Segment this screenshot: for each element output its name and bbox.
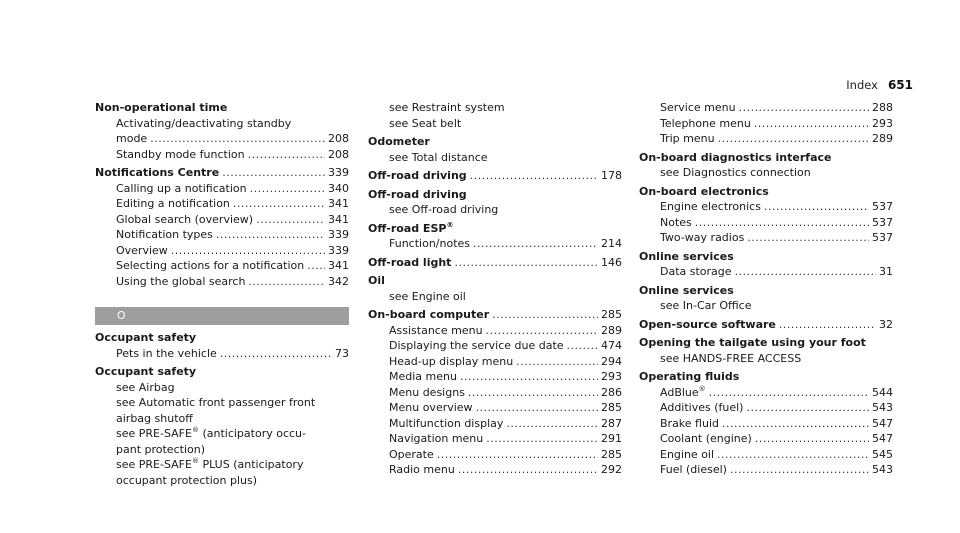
cross-reference[interactable]: see Restraint system: [389, 101, 505, 114]
subentry-text: see PRE-SAFE: [116, 427, 192, 440]
page-ref[interactable]: 341: [328, 212, 349, 226]
index-subentry[interactable]: [95, 147, 349, 163]
index-entry: [95, 330, 349, 361]
page-ref[interactable]: 537: [872, 215, 893, 229]
index-entry: [368, 273, 622, 304]
leader-dots: [458, 462, 598, 478]
page-ref[interactable]: 294: [601, 354, 622, 368]
page-ref[interactable]: 292: [601, 463, 622, 476]
header-page-number: 651: [887, 78, 913, 92]
subentry-text: Global search (overview): [116, 212, 254, 226]
leader-dots: [222, 165, 325, 181]
cross-reference-continued: occupant protection plus): [116, 473, 258, 487]
index-subentry[interactable]: [368, 369, 622, 385]
index-entry: [639, 184, 893, 246]
subentry-text: Two-way radios: [660, 231, 745, 244]
subentry-text: Data storage: [660, 265, 732, 278]
leader-dots: [473, 236, 598, 252]
term-text: Notifications Centre: [95, 166, 220, 179]
index-subentry[interactable]: [368, 323, 622, 339]
index-subentry[interactable]: [368, 462, 622, 478]
term-text: Off-road driving: [368, 169, 467, 182]
term-text: Off-road light: [368, 255, 452, 269]
cross-reference[interactable]: see Seat belt: [389, 116, 462, 130]
index-term: Off-road driving: [368, 187, 467, 201]
subentry-text: Fuel (diesel): [660, 463, 727, 476]
leader-dots: [722, 416, 869, 432]
index-subentry[interactable]: [639, 264, 893, 280]
index-subentry[interactable]: [95, 196, 349, 212]
index-term: Non-operational time: [95, 101, 228, 114]
index-term[interactable]: [368, 168, 622, 184]
page-ref[interactable]: 289: [872, 132, 893, 145]
index-entry: [95, 165, 349, 289]
leader-dots: [437, 447, 598, 463]
index-entry: [95, 100, 349, 162]
index-term: Operating fluids: [639, 370, 740, 383]
registered-mark: ®: [698, 384, 706, 393]
index-subentry[interactable]: [95, 227, 349, 243]
index-subentry[interactable]: [368, 431, 622, 447]
page-ref[interactable]: 214: [601, 237, 622, 250]
page-ref[interactable]: 178: [601, 169, 622, 182]
index-subentry[interactable]: [639, 462, 893, 478]
index-subentry[interactable]: [639, 416, 893, 432]
leader-dots: [307, 258, 325, 274]
index-column-3: [639, 100, 893, 481]
leader-dots: [470, 168, 598, 184]
page-ref[interactable]: 543: [872, 463, 893, 476]
leader-dots: [746, 400, 869, 416]
leader-dots: [695, 215, 869, 231]
index-subentry[interactable]: [95, 181, 349, 197]
leader-dots: [739, 100, 869, 116]
leader-dots: [248, 274, 325, 290]
subentry-text: Radio menu: [389, 463, 455, 476]
page-ref[interactable]: 288: [872, 101, 893, 114]
subentry-text: AdBlue: [660, 385, 699, 399]
leader-dots: [506, 416, 598, 432]
leader-dots: [717, 447, 869, 463]
subentry-text: Multifunction display: [389, 416, 504, 430]
leader-dots: [250, 181, 325, 197]
leader-dots: [476, 400, 598, 416]
leader-dots: [150, 131, 325, 147]
cross-reference-continued: pant protection): [116, 442, 205, 456]
page-ref[interactable]: 32: [879, 317, 893, 331]
index-subentry[interactable]: [639, 447, 893, 463]
page-ref[interactable]: 293: [601, 370, 622, 383]
index-entry-continued: [639, 100, 893, 147]
page-ref[interactable]: 73: [335, 346, 349, 360]
leader-dots: [730, 462, 869, 478]
index-term: Opening the tailgate using your foot: [639, 336, 866, 349]
subentry-text: Using the global search: [116, 274, 246, 288]
cross-reference[interactable]: see Total distance: [389, 150, 488, 164]
index-entry: [368, 168, 622, 184]
page-ref[interactable]: 208: [328, 147, 349, 161]
index-subentry[interactable]: [639, 385, 893, 401]
index-subentry[interactable]: [639, 431, 893, 447]
page-ref[interactable]: 285: [601, 401, 622, 414]
index-entry: [368, 221, 622, 252]
page-ref[interactable]: 208: [328, 132, 349, 145]
cross-reference-continued: airbag shutoff: [116, 411, 193, 425]
page-ref[interactable]: 341: [328, 259, 349, 272]
index-term[interactable]: [95, 165, 349, 181]
subentry-text: Operate: [389, 447, 434, 461]
page-ref[interactable]: 285: [601, 447, 622, 461]
subentry-text: Engine oil: [660, 447, 715, 461]
subentry-text: Trip menu: [660, 132, 715, 145]
index-subentry[interactable]: [95, 346, 349, 362]
index-column-1: [95, 100, 349, 491]
page-ref[interactable]: 287: [601, 416, 622, 430]
index-subentry[interactable]: [95, 212, 349, 228]
subentry-text: Menu designs: [389, 385, 465, 399]
page-ref[interactable]: 339: [328, 166, 349, 179]
subentry-text: (anticipatory occu-: [198, 427, 306, 440]
page-ref[interactable]: 543: [872, 401, 893, 414]
index-subentry[interactable]: [368, 447, 622, 463]
subentry-text: Service menu: [660, 101, 736, 114]
index-entry: [368, 187, 622, 218]
cross-reference[interactable]: see In-Car Office: [660, 299, 752, 312]
index-entry: [639, 150, 893, 181]
subentry-text: [660, 385, 706, 401]
index-subentry[interactable]: [368, 236, 622, 252]
leader-dots: [468, 385, 598, 401]
page-ref[interactable]: 342: [328, 274, 349, 288]
index-term[interactable]: [368, 255, 622, 271]
cross-reference[interactable]: see Airbag: [116, 380, 175, 394]
index-subentry[interactable]: [639, 230, 893, 246]
section-letter-bar: O: [95, 307, 349, 325]
cross-reference[interactable]: [95, 457, 349, 473]
subentry-text: Notes: [660, 215, 692, 229]
cross-reference[interactable]: see Automatic front passenger front: [116, 396, 316, 409]
page-ref[interactable]: 547: [872, 416, 893, 430]
index-subentry[interactable]: [95, 258, 349, 274]
subentry-text: Telephone menu: [660, 116, 751, 130]
registered-mark: ®: [191, 457, 199, 465]
leader-dots: [460, 369, 598, 385]
page-ref[interactable]: 339: [328, 243, 349, 257]
subentry-text: Assistance menu: [389, 323, 483, 337]
term-text: On-board computer: [368, 308, 490, 321]
leader-dots: [492, 307, 598, 323]
page-ref[interactable]: 537: [872, 231, 893, 244]
index-entry-continued: [368, 100, 622, 131]
leader-dots: [709, 385, 869, 401]
subentry-text: Calling up a notification: [116, 181, 247, 195]
page-ref[interactable]: 146: [601, 255, 622, 269]
index-entry: [368, 134, 622, 165]
index-term: Oil: [368, 274, 385, 287]
leader-dots: [747, 230, 869, 246]
cross-reference[interactable]: see Diagnostics connection: [660, 166, 811, 179]
subentry-text: Notification types: [116, 228, 213, 241]
cross-reference[interactable]: see Off-road driving: [389, 203, 499, 216]
page-ref[interactable]: 339: [328, 228, 349, 241]
subentry-text: see PRE-SAFE: [116, 458, 192, 471]
leader-dots: [735, 264, 876, 280]
page-ref[interactable]: 544: [872, 385, 893, 399]
subentry-text: Head-up display menu: [389, 354, 514, 368]
index-term[interactable]: [639, 317, 893, 333]
index-entry: [368, 255, 622, 271]
leader-dots: [248, 147, 325, 163]
header-label: Index: [846, 78, 878, 92]
page-ref[interactable]: 341: [328, 197, 349, 210]
leader-dots: [567, 338, 598, 354]
index-subentry[interactable]: [95, 131, 349, 147]
page-ref[interactable]: 547: [872, 432, 893, 445]
index-term: Occupant safety: [95, 331, 197, 344]
index-term[interactable]: [368, 307, 622, 323]
subentry-text: Pets in the vehicle: [116, 346, 217, 360]
index-term: Online services: [639, 249, 734, 263]
index-entry: [639, 317, 893, 333]
leader-dots: [171, 243, 325, 259]
index-subentry[interactable]: [639, 215, 893, 231]
page-ref[interactable]: 291: [601, 432, 622, 445]
index-column-2: [368, 100, 622, 481]
subentry-text: Navigation menu: [389, 432, 484, 445]
index-subentry[interactable]: [95, 274, 349, 290]
index-subentry[interactable]: [639, 199, 893, 215]
index-term: [368, 221, 622, 237]
registered-mark: ®: [446, 220, 454, 229]
term-text: Open-source software: [639, 317, 776, 331]
index-term: On-board diagnostics interface: [639, 150, 832, 164]
subentry-text: Standby mode function: [116, 147, 245, 161]
index-entry: [639, 369, 893, 478]
subentry-text: Overview: [116, 243, 168, 257]
index-subentry[interactable]: [639, 100, 893, 116]
cross-reference[interactable]: see HANDS-FREE ACCESS: [660, 351, 802, 365]
subentry-text: Coolant (engine): [660, 432, 752, 445]
subentry-text: Menu overview: [389, 401, 473, 414]
page-ref[interactable]: 545: [872, 447, 893, 461]
subentry-text: PLUS (anticipatory: [198, 458, 304, 471]
index-entry: [95, 364, 349, 488]
index-subentry: Activating/deactivating standby: [116, 116, 292, 130]
index-subentry[interactable]: [95, 243, 349, 259]
leader-dots: [764, 199, 869, 215]
leader-dots: [454, 255, 598, 271]
index-subentry[interactable]: [639, 400, 893, 416]
page-ref[interactable]: 285: [601, 308, 622, 321]
subentry-text: Brake fluid: [660, 416, 719, 430]
leader-dots: [486, 323, 598, 339]
page-ref[interactable]: 286: [601, 385, 622, 399]
cross-reference[interactable]: [95, 426, 349, 442]
registered-mark: ®: [191, 426, 199, 434]
leader-dots: [718, 131, 869, 147]
index-entry: [639, 249, 893, 280]
index-subentry[interactable]: [368, 354, 622, 370]
index-subentry[interactable]: [368, 338, 622, 354]
subentry-text: Selecting actions for a notification: [116, 259, 305, 272]
subentry-text: Additives (fuel): [660, 401, 744, 414]
leader-dots: [216, 227, 325, 243]
page-ref[interactable]: 293: [872, 116, 893, 130]
index-subentry[interactable]: [368, 385, 622, 401]
subentry-text: mode: [116, 132, 148, 145]
page-ref[interactable]: 537: [872, 200, 893, 213]
index-term: On-board electronics: [639, 184, 769, 198]
subentry-text: Editing a notification: [116, 197, 230, 210]
subentry-text: Media menu: [389, 370, 457, 383]
index-subentry[interactable]: [368, 400, 622, 416]
cross-reference[interactable]: see Engine oil: [389, 289, 466, 303]
page-header: [846, 78, 913, 92]
subentry-text: Displaying the service due date: [389, 339, 564, 352]
index-subentry[interactable]: [368, 416, 622, 432]
page-ref[interactable]: 474: [601, 339, 622, 352]
index-term: Odometer: [368, 135, 430, 148]
index-entry: [639, 335, 893, 366]
index-subentry[interactable]: [639, 116, 893, 132]
leader-dots: [233, 196, 325, 212]
leader-dots: [754, 116, 869, 132]
index-entry: [639, 283, 893, 314]
leader-dots: [486, 431, 598, 447]
subentry-text: Function/notes: [389, 237, 471, 250]
leader-dots: [779, 317, 876, 333]
leader-dots: [256, 212, 325, 228]
index-term: Online services: [639, 283, 734, 297]
leader-dots: [220, 346, 332, 362]
subentry-text: Engine electronics: [660, 200, 761, 213]
index-subentry[interactable]: [639, 131, 893, 147]
leader-dots: [755, 431, 869, 447]
page-ref[interactable]: 289: [601, 323, 622, 337]
index-term: Occupant safety: [95, 365, 197, 378]
index-entry: [368, 307, 622, 478]
page-ref[interactable]: 340: [328, 181, 349, 195]
page-ref[interactable]: 31: [879, 265, 893, 278]
term-text: Off-road ESP: [368, 221, 447, 235]
leader-dots: [516, 354, 598, 370]
